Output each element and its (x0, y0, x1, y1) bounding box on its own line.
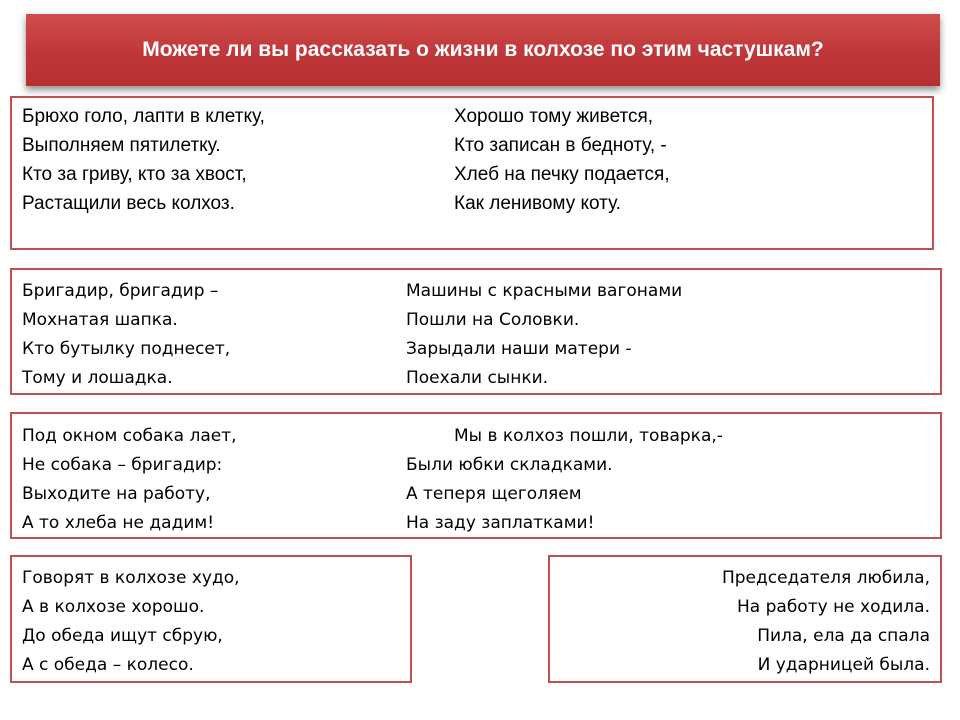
verse-3-left-line-4: А то хлеба не дадим! (22, 513, 215, 533)
verse-2-right-line-3: Зарыдали наши матери - (406, 339, 632, 359)
verse-1-right-line-4: Как ленивому коту. (454, 193, 621, 214)
verse-4-line-4: А с обеда – колесо. (22, 655, 194, 675)
verse-1-left-line-2: Выполняем пятилетку. (22, 135, 221, 156)
verse-1-right-line-2: Кто записан в бедноту, - (454, 135, 667, 156)
verse-box-3 (10, 412, 942, 539)
title-banner (26, 14, 940, 86)
verse-3-right-line-4: На заду заплатками! (406, 513, 595, 533)
verse-3-left-line-2: Не собака – бригадир: (22, 455, 223, 475)
verse-2-right-line-1: Машины с красными вагонами (406, 281, 683, 301)
verse-5-line-3: Пила, ела да спала (757, 626, 930, 646)
verse-2-left-line-2: Мохнатая шапка. (22, 310, 178, 330)
verse-2-left-line-3: Кто бутылку поднесет, (22, 339, 231, 359)
verse-5-line-4: И ударницей была. (757, 655, 930, 675)
verse-2-right-line-4: Поехали сынки. (406, 368, 549, 388)
verse-4-line-1: Говорят в колхозе худо, (22, 568, 240, 588)
page-title: Можете ли вы рассказать о жизни в колхозе по этим частушкам? (142, 38, 824, 61)
verse-3-right-line-1: Мы в колхоз пошли, товарка,- (454, 426, 723, 446)
verse-5-line-2: На работу не ходила. (737, 597, 930, 617)
verse-2-left-line-4: Тому и лошадка. (22, 368, 173, 388)
verse-box-1 (10, 96, 934, 250)
verse-1-left-line-1: Брюхо голо, лапти в клетку, (22, 106, 265, 127)
verse-1-left-line-3: Кто за гриву, кто за хвост, (22, 164, 247, 185)
verse-3-right-line-3: А теперя щеголяем (406, 484, 582, 504)
verse-3-left-line-1: Под окном собака лает, (22, 426, 237, 446)
verse-1-left-line-4: Растащили весь колхоз. (22, 193, 235, 214)
verse-4-line-2: А в колхозе хорошо. (22, 597, 205, 617)
verse-1-right-line-1: Хорошо тому живется, (454, 106, 654, 127)
verse-4-line-3: До обеда ищут сбрую, (22, 626, 223, 646)
verse-5-line-1: Председателя любила, (721, 568, 930, 588)
verse-box-4 (10, 555, 412, 683)
verse-2-right-line-2: Пошли на Соловки. (406, 310, 580, 330)
verse-3-right-line-2: Были юбки складками. (406, 455, 613, 475)
verse-1-right-line-3: Хлеб на печку подается, (454, 164, 670, 185)
verse-box-5 (548, 555, 942, 683)
verse-2-left-line-1: Бригадир, бригадир – (22, 281, 219, 301)
verse-box-2 (10, 268, 942, 395)
verse-3-left-line-3: Выходите на работу, (22, 484, 211, 504)
